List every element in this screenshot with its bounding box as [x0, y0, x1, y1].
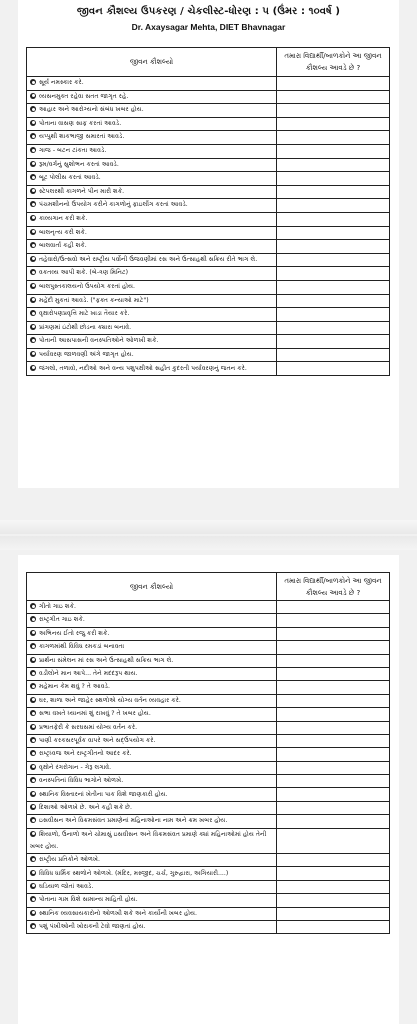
bullet-icon — [30, 817, 36, 823]
bullet-icon — [30, 724, 36, 730]
bullet-icon — [30, 229, 36, 235]
skill-text: આહાર અને આરોગ્યનો સંબંધ ખબર હોય. — [39, 106, 144, 114]
bullet-icon — [30, 791, 36, 797]
answer-cell[interactable] — [277, 172, 390, 186]
skill-text: સ્ટેપલરથી કાગળને પીન મારી શકે. — [39, 187, 125, 195]
bullet-icon — [30, 120, 36, 126]
skill-text: શિયાળો, ઉનાળો અને ચોમાસું ઇસવીસન અને વિક્રમસંવત પ્રમાણે ક્યાં મહિનાઓમાં હોય તેની ખબર હોય. — [30, 830, 267, 850]
bullet-icon — [30, 215, 36, 221]
skill-cell — [27, 694, 277, 707]
page-gap-shadow — [0, 536, 417, 550]
answer-cell[interactable] — [277, 226, 390, 240]
skill-cell — [27, 294, 277, 308]
answer-cell[interactable] — [277, 854, 390, 867]
answer-cell[interactable] — [277, 734, 390, 747]
skill-text: કાવ્યગાન કરી શકે. — [39, 214, 88, 222]
skill-cell — [27, 280, 277, 294]
table-row — [27, 694, 390, 707]
skill-text: પોતાની આસપાસની વનસ્પતિઓને ઓળખી શકે. — [39, 337, 159, 345]
bullet-icon — [30, 256, 36, 262]
skill-cell — [27, 907, 277, 920]
table-row — [27, 854, 390, 867]
bullet-icon — [30, 269, 36, 275]
table-row — [27, 335, 390, 349]
bullet-icon — [30, 310, 36, 316]
skill-cell — [27, 708, 277, 721]
skill-cell — [27, 253, 277, 267]
bullet-icon — [30, 670, 36, 676]
table-row — [27, 131, 390, 145]
skill-text: રૂમ/વર્ગનું સુશોભન કરતાં આવડે. — [39, 160, 119, 168]
skill-text: રાષ્ટ્રગીત ગાઇ શકે. — [39, 616, 85, 624]
skill-cell — [27, 321, 277, 335]
document-author: Dr. Axaysagar Mehta, DIET Bhavnagar — [131, 22, 286, 32]
skill-cell — [27, 117, 277, 131]
document-title: જીવન કૌશલ્ય ઉપકરણ / ચેકલીસ્ટ-ધોરણ : ૫ (ઉંમર : ૧૦વર્ષ ) — [76, 6, 341, 17]
table-row — [27, 748, 390, 761]
answer-cell[interactable] — [277, 185, 390, 199]
column-header-skills: જીવન કૌશલ્યો — [27, 48, 277, 77]
answer-cell[interactable] — [277, 77, 390, 91]
table-row — [27, 721, 390, 734]
skill-text: વૃક્ષોને રંગરોગાન - ગેરૂ લગાવે. — [39, 763, 112, 771]
table-row — [27, 801, 390, 814]
bullet-icon — [30, 351, 36, 357]
skill-cell — [27, 867, 277, 880]
table-body-2 — [27, 601, 390, 934]
answer-cell[interactable] — [277, 90, 390, 104]
answer-cell[interactable] — [277, 708, 390, 721]
skill-text: પોતાના ગામ વિશે સામાન્ય માહિતી હોય. — [39, 896, 138, 904]
answer-cell[interactable] — [277, 158, 390, 172]
skill-text: સ્થાનિક વિસ્તારનાં ખેતીના પાક વિશે જાણકારી હોય. — [39, 790, 168, 798]
skill-cell — [27, 641, 277, 654]
skill-text: યપ્પુથી શાકભાજી સમારતાં આવડે. — [39, 133, 125, 141]
column-header-question: તમારા વિદ્યાર્થી/બાળકોને આ જીવન કૌશલ્ય આવડે છે ? — [277, 48, 390, 77]
table-row — [27, 104, 390, 118]
bullet-icon — [30, 697, 36, 703]
answer-cell[interactable] — [277, 828, 390, 853]
table-row — [27, 321, 390, 335]
skill-text: દિશાઓ ઓળખે છે. અને કહી શકે છે. — [39, 803, 132, 811]
skill-text: જંગલો, તળાવો, નદીઓ અને વન્ય પશુપક્ષીઓ સહીત કુદરતી પર્યાવરણનું જતન કરે. — [39, 364, 247, 372]
skill-cell — [27, 761, 277, 774]
skill-cell — [27, 362, 277, 376]
answer-cell[interactable] — [277, 308, 390, 322]
skill-cell — [27, 348, 277, 362]
skill-text: રાષ્ટ્રધ્વજ અને રાષ્ટ્રગીતનો આદર કરે. — [39, 750, 132, 758]
column-header-question: તમારા વિદ્યાર્થી/બાળકોને આ જીવન કૌશલ્ય આવડે છે ? — [277, 573, 390, 601]
skill-text: ઘડિયાળ જોતાં આવડે. — [39, 882, 94, 890]
table-row — [27, 654, 390, 667]
answer-cell[interactable] — [277, 294, 390, 308]
skill-text: ઘર, શાળા અને જાહેર સ્થળોએ યોગ્ય વર્તન વ્યવહાર કરે. — [39, 696, 181, 704]
bullet-icon — [30, 283, 36, 289]
skill-text: પ્રભાતફેરી કે સરઘસમાં યોગ્ય વર્તન કરે. — [39, 723, 138, 731]
skill-cell — [27, 131, 277, 145]
answer-cell[interactable] — [277, 654, 390, 667]
answer-cell[interactable] — [277, 748, 390, 761]
skill-text: રાષ્ટ્રીય પ્રતિકોને ઓળખે. — [39, 856, 100, 864]
table-row — [27, 348, 390, 362]
skill-cell — [27, 77, 277, 91]
answer-cell[interactable] — [277, 212, 390, 226]
skill-cell — [27, 104, 277, 118]
bullet-icon — [30, 616, 36, 622]
skill-text: વડીલોને માન આપે... તેને મદદરૂપ થાય. — [39, 670, 138, 678]
table-row — [27, 240, 390, 254]
bullet-icon — [30, 910, 36, 916]
answer-cell[interactable] — [277, 348, 390, 362]
bullet-icon — [30, 856, 36, 862]
answer-cell[interactable] — [277, 362, 390, 376]
answer-cell[interactable] — [277, 681, 390, 694]
skill-cell — [27, 267, 277, 281]
table-row — [27, 627, 390, 640]
table-row — [27, 601, 390, 614]
answer-cell[interactable] — [277, 788, 390, 801]
table-row — [27, 226, 390, 240]
skill-text: વકતવ્ય આપી શકે. (બે-ત્રણ મિનિટ) — [39, 269, 129, 277]
table-row — [27, 158, 390, 172]
table-row — [27, 921, 390, 934]
table-row — [27, 308, 390, 322]
table-row — [27, 362, 390, 376]
skill-cell — [27, 880, 277, 893]
table-row — [27, 815, 390, 828]
skill-text: પશું પંખીઓની ખોરાકની ટેવો જાણતાં હોય. — [39, 923, 146, 931]
bullet-icon — [30, 188, 36, 194]
table-row — [27, 867, 390, 880]
page-gap-shadow — [0, 520, 417, 534]
skill-cell — [27, 854, 277, 867]
skill-text: વૃક્ષારોપણપ્રવૃત્તિ માટે ખાડા તૈયાર કરે. — [39, 310, 130, 318]
skill-text: અભિનય ઈતો રજુ કરી શકે. — [39, 629, 110, 637]
answer-cell[interactable] — [277, 694, 390, 707]
skill-cell — [27, 775, 277, 788]
skill-text: પોતાના વાસણ સાફ કરતાં આવડે. — [39, 119, 122, 127]
answer-cell[interactable] — [277, 335, 390, 349]
skill-cell — [27, 748, 277, 761]
bullet-icon — [30, 93, 36, 99]
answer-cell[interactable] — [277, 131, 390, 145]
answer-cell[interactable] — [277, 117, 390, 131]
table-header-row — [27, 573, 390, 601]
bullet-icon — [30, 896, 36, 902]
table-row — [27, 894, 390, 907]
skill-cell — [27, 144, 277, 158]
bullet-icon — [30, 870, 36, 876]
bullet-icon — [30, 147, 36, 153]
table-row — [27, 144, 390, 158]
answer-cell[interactable] — [277, 641, 390, 654]
skill-cell — [27, 734, 277, 747]
table-row — [27, 775, 390, 788]
skill-cell — [27, 601, 277, 614]
skill-text: તહેવારો/ઉત્સવો અને રાષ્ટ્રીય પર્વોની ઉજવણીમાં રસ અને ઉત્સાહથી સક્રિય રીતે ભાગ લે. — [39, 255, 258, 263]
bullet-icon — [30, 324, 36, 330]
skill-cell — [27, 681, 277, 694]
answer-cell[interactable] — [277, 761, 390, 774]
bullet-icon — [30, 777, 36, 783]
answer-cell[interactable] — [277, 815, 390, 828]
answer-cell[interactable] — [277, 601, 390, 614]
bullet-icon — [30, 242, 36, 248]
skill-cell — [27, 240, 277, 254]
answer-cell[interactable] — [277, 321, 390, 335]
table-row — [27, 667, 390, 680]
skill-cell — [27, 614, 277, 627]
skill-cell — [27, 788, 277, 801]
skill-text: વિવિધ ધાર્મિક સ્થળોને ઓળખે. (મંદિર, મસ્જીદ, ચર્ચ, ગુરુદ્વારા, અગિયારી....) — [39, 869, 229, 877]
skill-cell — [27, 815, 277, 828]
column-header-skills: જીવન કૌશલ્યો — [27, 573, 277, 601]
skill-text: ગીતો ગાઇ શકે. — [39, 603, 76, 611]
answer-cell[interactable] — [277, 614, 390, 627]
bullet-icon — [30, 201, 36, 207]
skill-cell — [27, 90, 277, 104]
bullet-icon — [30, 630, 36, 636]
answer-cell[interactable] — [277, 775, 390, 788]
skill-cell — [27, 627, 277, 640]
answer-cell[interactable] — [277, 921, 390, 934]
life-skills-table-2 — [26, 572, 390, 934]
table-row — [27, 681, 390, 694]
bullet-icon — [30, 365, 36, 371]
bullet-icon — [30, 764, 36, 770]
bullet-icon — [30, 883, 36, 889]
bullet-icon — [30, 710, 36, 716]
answer-cell[interactable] — [277, 894, 390, 907]
answer-cell[interactable] — [277, 801, 390, 814]
skill-text: ગાજ - બટન ટાંકતા આવડે. — [39, 147, 107, 155]
skill-text: પ્રાર્થના સંમેલન માં રસ અને ઉત્સાહથી સક્રિય ભાગ લે. — [39, 656, 174, 664]
table-row — [27, 199, 390, 213]
answer-cell[interactable] — [277, 240, 390, 254]
answer-cell[interactable] — [277, 907, 390, 920]
skill-cell — [27, 172, 277, 186]
bullet-icon — [30, 657, 36, 663]
answer-cell[interactable] — [277, 253, 390, 267]
answer-cell[interactable] — [277, 627, 390, 640]
skill-cell — [27, 308, 277, 322]
table-row — [27, 734, 390, 747]
skill-cell — [27, 667, 277, 680]
table-row — [27, 185, 390, 199]
skill-text: બૂટ પોલીસ કરતાં આવડે. — [39, 174, 101, 182]
skill-text: ઇસવીસન અને વિક્રમસંવત પ્રમાણેનાં મહિનાઓના નામ અને ક્રમ ખબર હોય. — [39, 817, 228, 825]
answer-cell[interactable] — [277, 667, 390, 680]
skill-text: સૂર્ય નમસ્કાર કરે. — [39, 79, 84, 87]
skill-cell — [27, 801, 277, 814]
skill-cell — [27, 158, 277, 172]
skill-text: મહેંદી મુકતાં આવડે. ("ફક્ત કન્યાઓ માટે") — [39, 296, 149, 304]
bullet-icon — [30, 737, 36, 743]
skill-cell — [27, 828, 277, 853]
skill-text: પ્રાંગણમાં ઇંટોથી છોડના ક્યારા બનાવે. — [39, 323, 132, 331]
skill-text: પંચમશીનનો ઉપયોગ કરીને કાગળોનું ફાઇલીંગ કરતાં આવડે. — [39, 201, 188, 209]
table-body-1 — [27, 77, 390, 376]
answer-cell[interactable] — [277, 280, 390, 294]
bullet-icon — [30, 337, 36, 343]
skill-cell — [27, 654, 277, 667]
bullet-icon — [30, 603, 36, 609]
table-row — [27, 280, 390, 294]
answer-cell[interactable] — [277, 267, 390, 281]
table-row — [27, 267, 390, 281]
bullet-icon — [30, 106, 36, 112]
skill-text: બાલવાર્તા કહી શકે. — [39, 242, 87, 250]
table-row — [27, 117, 390, 131]
checklist-page-2 — [18, 555, 399, 1024]
bullet-icon — [30, 804, 36, 810]
skill-cell — [27, 894, 277, 907]
checklist-page-1 — [18, 0, 399, 488]
answer-cell[interactable] — [277, 721, 390, 734]
bullet-icon — [30, 79, 36, 85]
skill-text: વનસ્પતિનાં વિવિધ ભાગોને ઓળખે. — [39, 777, 124, 785]
bullet-icon — [30, 750, 36, 756]
table-row — [27, 294, 390, 308]
bullet-icon — [30, 643, 36, 649]
skill-cell — [27, 921, 277, 934]
bullet-icon — [30, 297, 36, 303]
bullet-icon — [30, 133, 36, 139]
table-header-row — [27, 48, 390, 77]
table-row — [27, 172, 390, 186]
skill-cell — [27, 721, 277, 734]
answer-cell[interactable] — [277, 880, 390, 893]
skill-text: વ્યસનમુક્ત રહેવા સતત જાગૃત રહે. — [39, 92, 129, 100]
table-row — [27, 641, 390, 654]
skill-text: સભા વખતે ધ્યાનમાં શું રાખવું ? તે ખબર હોય. — [39, 710, 151, 718]
table-row — [27, 788, 390, 801]
table-row — [27, 828, 390, 853]
skill-text: બાલપુસ્તકાલયનો ઉપયોગ કરતાં હોય. — [39, 282, 136, 290]
life-skills-table-1 — [26, 47, 390, 376]
skill-text: કાગળમાંથી વિવિધ રમકડાં બનાવતા — [39, 643, 125, 651]
table-row — [27, 253, 390, 267]
table-row — [27, 90, 390, 104]
bullet-icon — [30, 831, 36, 837]
skill-text: બાલનૃત્ય કરી શકે. — [39, 228, 87, 236]
table-row — [27, 212, 390, 226]
skill-text: મહેમાન કેમ થવું ? તે આવડે. — [39, 683, 110, 691]
table-row — [27, 614, 390, 627]
bullet-icon — [30, 174, 36, 180]
answer-cell[interactable] — [277, 867, 390, 880]
table-row — [27, 708, 390, 721]
table-row — [27, 761, 390, 774]
answer-cell[interactable] — [277, 144, 390, 158]
answer-cell[interactable] — [277, 199, 390, 213]
skill-text: પાણી કરકસરપૂર્વક વાપરે અને સદ્ઉપયોગ કરે. — [39, 737, 156, 744]
document-header — [26, 6, 391, 32]
bullet-icon — [30, 161, 36, 167]
skill-cell — [27, 212, 277, 226]
table-row — [27, 77, 390, 91]
table-row — [27, 907, 390, 920]
skill-cell — [27, 335, 277, 349]
skill-cell — [27, 185, 277, 199]
skill-cell — [27, 226, 277, 240]
skill-text: સ્થાનિક વ્યવસાયકારોનો ઓળખી શકે અને કાર્યોની ખબર હોય. — [39, 909, 198, 917]
bullet-icon — [30, 683, 36, 689]
skill-text: પર્યાવરણ જાળવણી અંગે જાગૃત હોય. — [39, 350, 134, 358]
bullet-icon — [30, 923, 36, 929]
table-row — [27, 880, 390, 893]
answer-cell[interactable] — [277, 104, 390, 118]
skill-cell — [27, 199, 277, 213]
